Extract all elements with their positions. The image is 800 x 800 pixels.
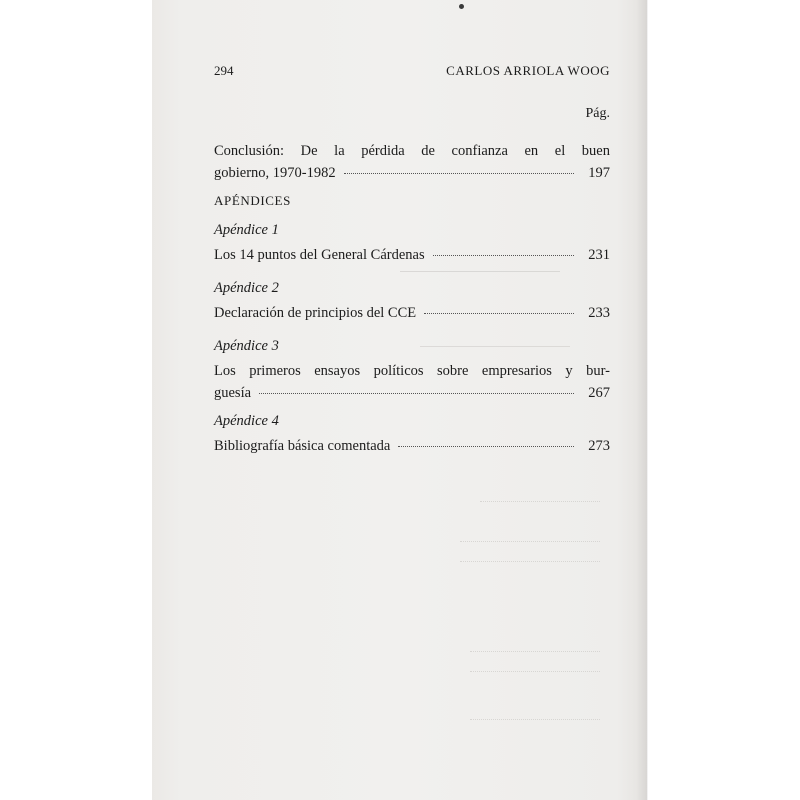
toc-entry-title: Bibliografía básica comentada xyxy=(214,438,391,454)
section-heading-apendices: APÉNDICES xyxy=(214,193,291,208)
apendice-label-1: Apéndice 1 xyxy=(214,222,279,238)
toc-entry-apendice-1 xyxy=(214,244,610,266)
toc-entry-page: 273 xyxy=(588,438,610,454)
toc-entry-page: 197 xyxy=(588,165,610,181)
dot-leader xyxy=(398,446,574,447)
toc-entry-page: 267 xyxy=(588,385,610,401)
toc-entry-conclusion xyxy=(214,140,610,184)
apendice-label-2: Apéndice 2 xyxy=(214,280,279,296)
dot-leader xyxy=(259,393,574,394)
toc-entry-apendice-2 xyxy=(214,302,610,324)
dot-leader xyxy=(424,313,574,314)
dot-leader xyxy=(344,173,574,174)
toc-entry-page: 231 xyxy=(588,247,610,263)
toc-entry-page: 233 xyxy=(588,305,610,321)
toc-entry-title-line1: Los primeros ensayos políticos sobre empresarios y bur- xyxy=(214,363,610,379)
toc-entry-title: Declaración de principios del CCE xyxy=(214,305,417,321)
page-column-label: Pág. xyxy=(585,106,610,121)
toc-entry-title-line1: Conclusión: De la pérdida de confianza en el buen xyxy=(214,143,610,159)
running-header-page-number: 294 xyxy=(214,63,234,78)
toc-entry-apendice-3 xyxy=(214,360,610,404)
toc-entry-title-line2: guesía xyxy=(214,385,252,401)
apendice-label-4: Apéndice 4 xyxy=(214,413,279,429)
running-header-author: CARLOS ARRIOLA WOOG xyxy=(446,63,610,78)
page-edge-shadow xyxy=(636,0,648,800)
toc-entry-title-line2: gobierno, 1970-1982 xyxy=(214,165,336,181)
apendice-label-3: Apéndice 3 xyxy=(214,338,279,354)
print-speck xyxy=(459,4,464,9)
toc-entry-title: Los 14 puntos del General Cárdenas xyxy=(214,247,425,263)
toc-entry-apendice-4 xyxy=(214,435,610,457)
dot-leader xyxy=(433,255,574,256)
